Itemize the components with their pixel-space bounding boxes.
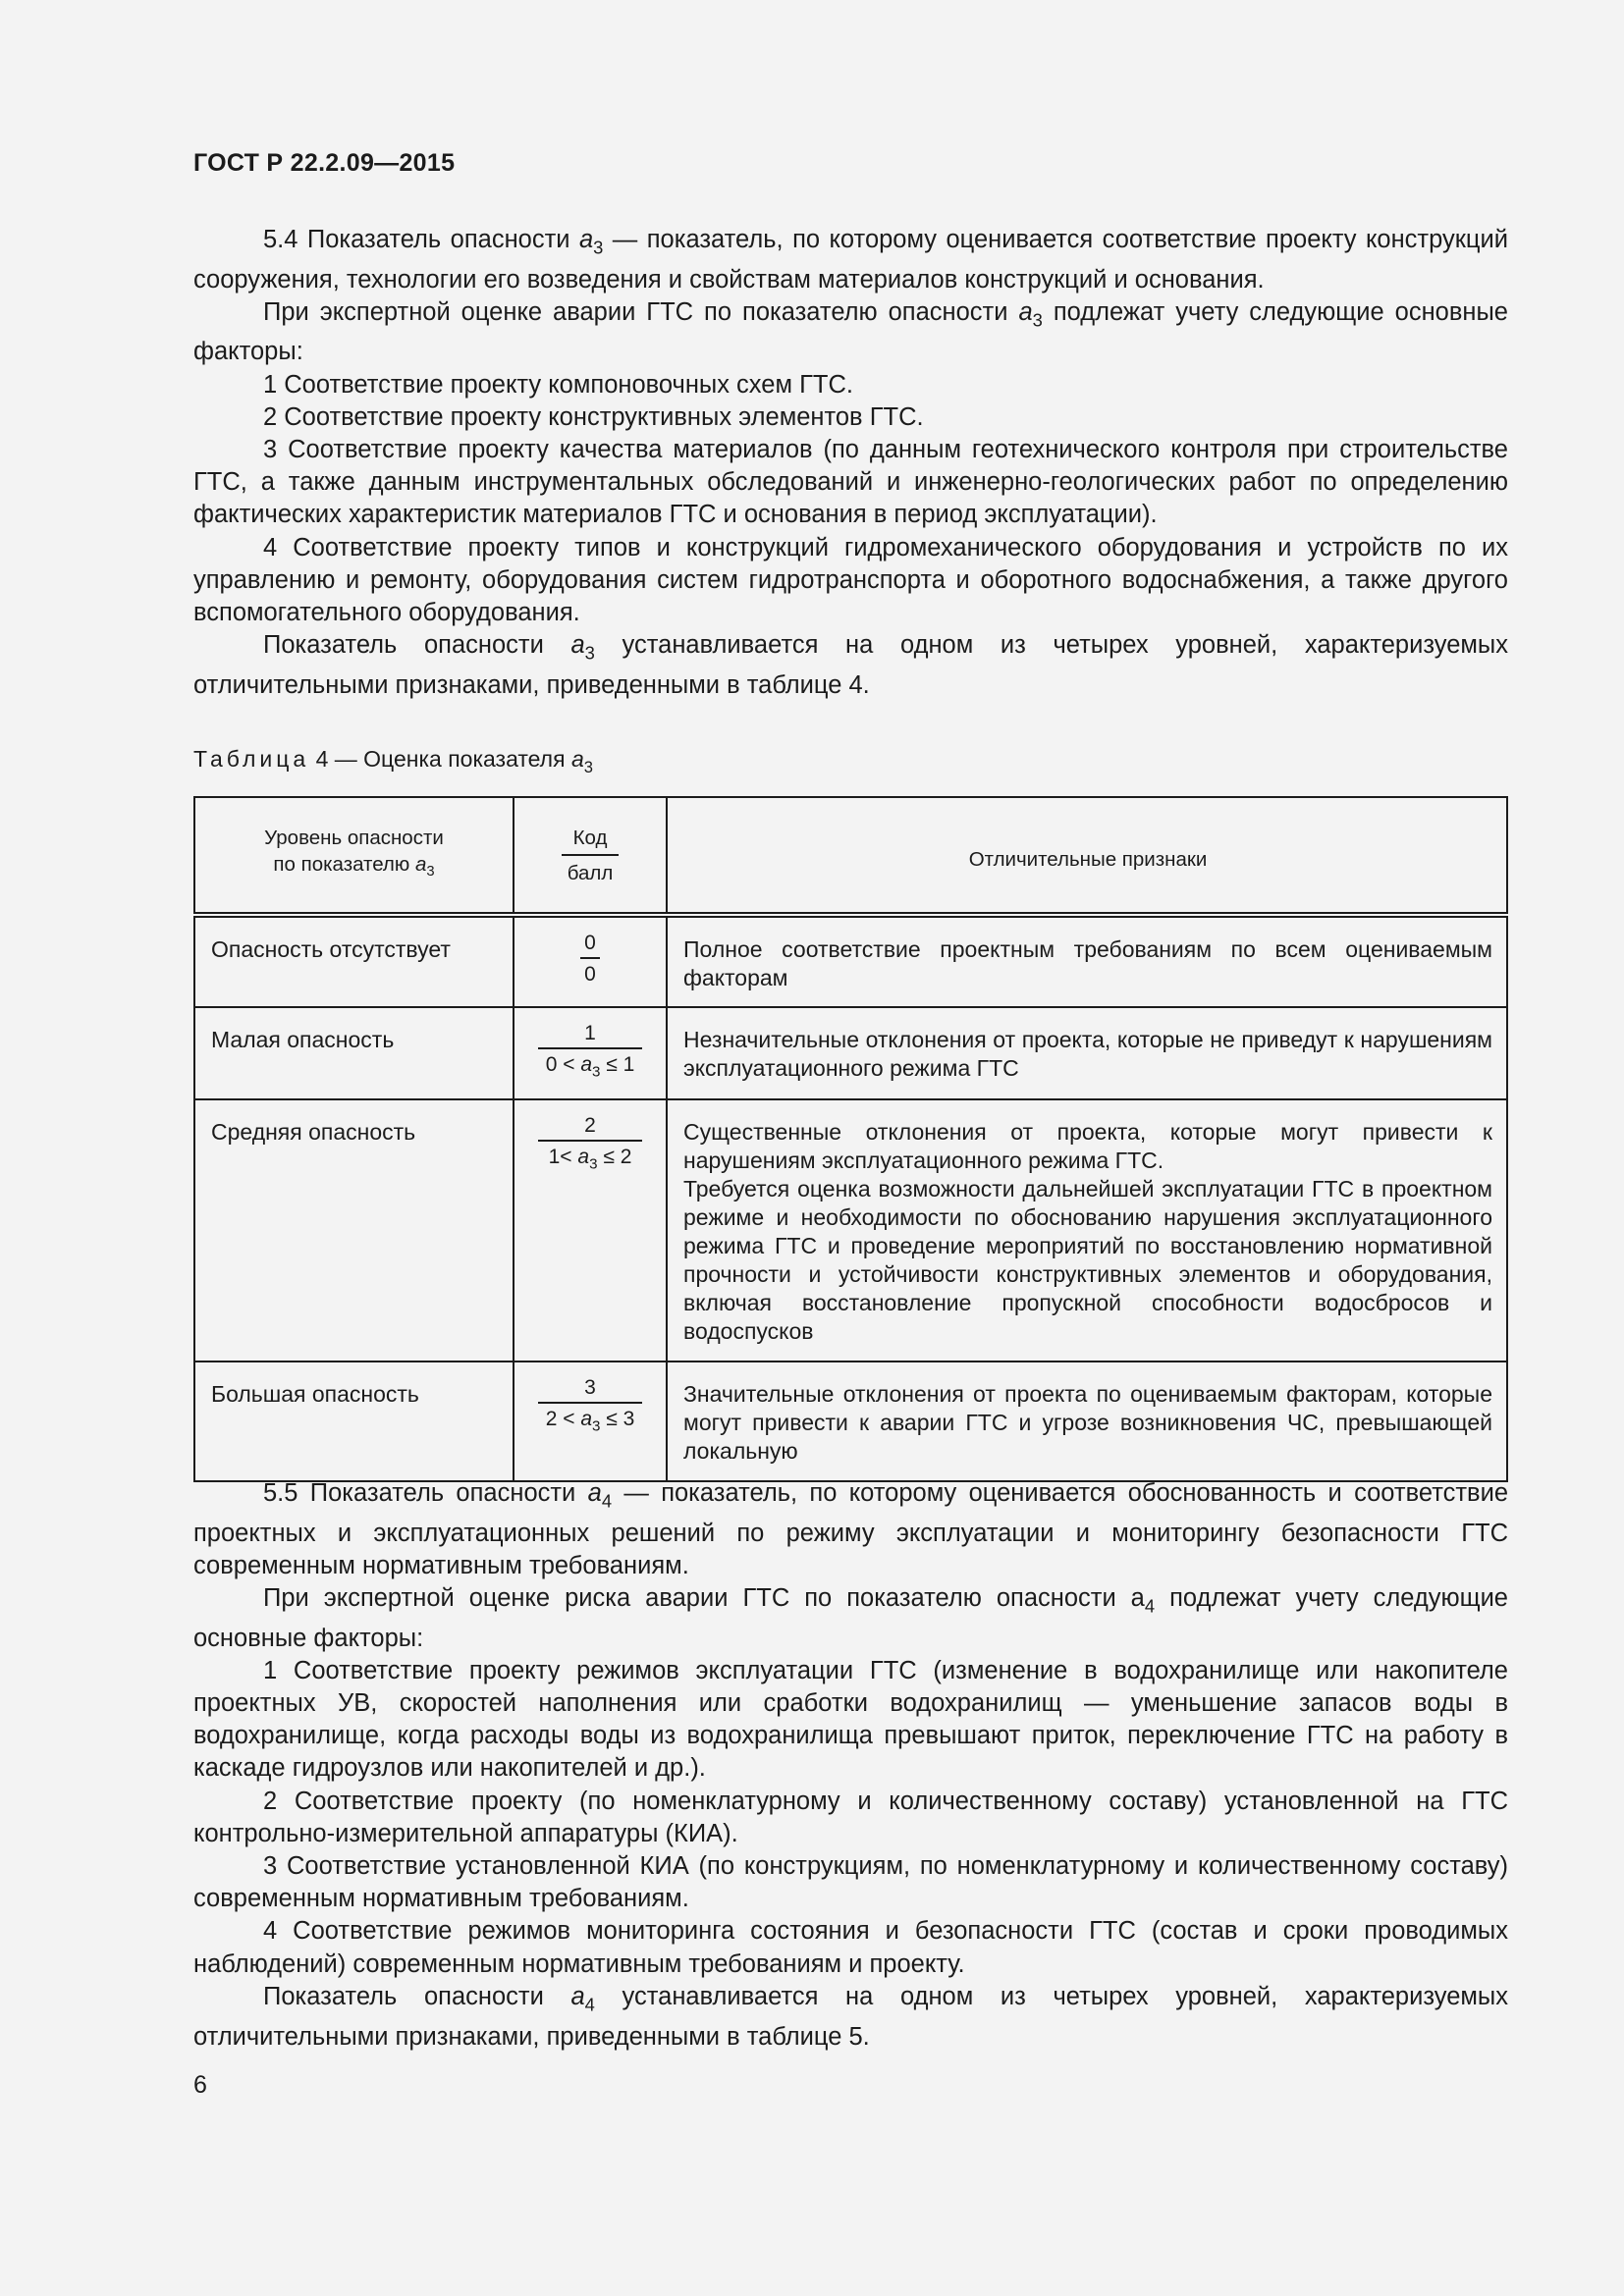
list-item: 4 Соответствие режимов мониторинга состояния и безопасности ГТС (состав и сроки проводимых наблюдений) современным нормативным требованиям и проекту. — [193, 1917, 1508, 1978]
level-cell: Опасность отсутствует — [194, 915, 514, 1007]
list-item: 3 Соответствие установленной КИА (по конструкциям, по номенклатурному и количественному составу) современным нормативным требованиям. — [193, 1852, 1508, 1913]
table-row — [194, 1099, 1507, 1362]
document-header: ГОСТ Р 22.2.09—2015 — [193, 149, 456, 177]
level-cell: Малая опасность — [194, 1007, 514, 1099]
level-cell: Средняя опасность — [194, 1099, 514, 1362]
paragraph: 5.5 Показатель опасности $a_4$ — показатель, по которому оценивается обоснованность и соответствие проектных и эксплуатационных решений по режиму эксплуатации и мониторингу безопасности ГТС современным нормативным требованиям. — [193, 1479, 1508, 1579]
paragraph: При экспертной оценке аварии ГТС по показателю опасности $a_3$ подлежат учету следующие основные факторы: — [193, 297, 1508, 366]
list-item: 4 Соответствие проекту типов и конструкций гидромеханического оборудования и устройств по их управлению и ремонту, оборудования систем гидротранспорта и оборотного водоснабжения, а также другого вспомогательного оборудования. — [193, 533, 1508, 627]
list-item: 2 Соответствие проекту конструктивных элементов ГТС. — [263, 402, 924, 431]
section-5-4 — [193, 224, 1508, 702]
list-item: 3 Соответствие проекту качества материалов (по данным геотехнического контроля при строительстве ГТС, а также данным инструментальных обследований и инженерно-геологических работ по определению фактических характеристик материалов ГТС и основания в период эксплуатации). — [193, 436, 1508, 529]
table-row — [194, 1007, 1507, 1099]
page-number: 6 — [193, 2071, 207, 2099]
table-4 — [193, 796, 1508, 1482]
table-row — [194, 1362, 1507, 1481]
header-code: $\frac{\text{Код}}{\text{балл}}$ — [514, 797, 667, 915]
list-item: 1 Соответствие проекту компоновочных схем ГТС. — [263, 370, 853, 399]
code-cell: $\frac{3}{2 < a_3 \le 3}$ — [514, 1362, 667, 1481]
features-cell: Значительные отклонения от проекта по оцениваемым факторам, которые могут привести к аварии ГТС и угрозе возникновения ЧС, превышающей локальную — [667, 1362, 1507, 1481]
paragraph: 5.4 Показатель опасности $a_3$ — показатель, по которому оценивается соответствие проекту конструкций сооружения, технологии его возведения и свойствам материалов конструкций и основания. — [193, 226, 1508, 294]
paragraph: Показатель опасности $a_3$ устанавливается на одном из четырех уровней, характеризуемых отличительными признаками, приведенными в таблице 4. — [193, 631, 1509, 699]
list-item: 2 Соответствие проекту (по номенклатурному и количественному составу) установленной на ГТС контрольно-измерительной аппаратуры (КИА). — [193, 1787, 1508, 1847]
level-cell: Большая опасность — [194, 1362, 514, 1481]
header-level: Уровень опасности по показателю $a_3$ — [194, 797, 514, 915]
code-cell: $\frac{2}{1< a_3 \le 2}$ — [514, 1099, 667, 1362]
features-cell: Существенные отклонения от проекта, которые могут привести к нарушениям эксплуатационного режима ГТС. Требуется оценка возможности дальнейшей эксплуатации ГТС в проектном режиме и необходимости по обоснованию нарушения эксплуатационного режима ГТС и проведение мероприятий по восстановлению нормативной прочности и устойчивости конструктивных элементов и оборудования, включая восстановление пропускной способности водосбросов и водоспусков — [667, 1099, 1507, 1362]
code-cell: $\frac{1}{0 < a_3 \le 1}$ — [514, 1007, 667, 1099]
table-caption: Таблица 4 — Оценка показателя $a_3$ — [193, 746, 593, 776]
features-cell: Полное соответствие проектным требованиям по всем оцениваемым факторам — [667, 915, 1507, 1007]
header-features: Отличительные признаки — [667, 797, 1507, 915]
code-cell: $\frac{0}{0}$ — [514, 915, 667, 1007]
section-5-5 — [193, 1477, 1508, 2054]
paragraph: При экспертной оценке риска аварии ГТС по показателю опасности $а_4$ подлежат учету следующие основные факторы: — [193, 1584, 1508, 1652]
list-item: 1 Соответствие проекту режимов эксплуатации ГТС (изменение в водохранилище или накопителе проектных УВ, скоростей наполнения или сработки водохранилищ — уменьшение запасов воды в водохранилище, когда расходы воды из водохранилища превышают приток, переключение ГТС на работу в каскаде гидроузлов или накопителей и др.). — [193, 1656, 1508, 1783]
table-row — [194, 915, 1507, 1007]
table-header-row — [194, 797, 1507, 915]
paragraph: Показатель опасности $a_4$ устанавливается на одном из четырех уровней, характеризуемых отличительными признаками, приведенными в таблице 5. — [193, 1982, 1509, 2051]
features-cell: Незначительные отклонения от проекта, которые не приведут к нарушениям эксплуатационного режима ГТС — [667, 1007, 1507, 1099]
